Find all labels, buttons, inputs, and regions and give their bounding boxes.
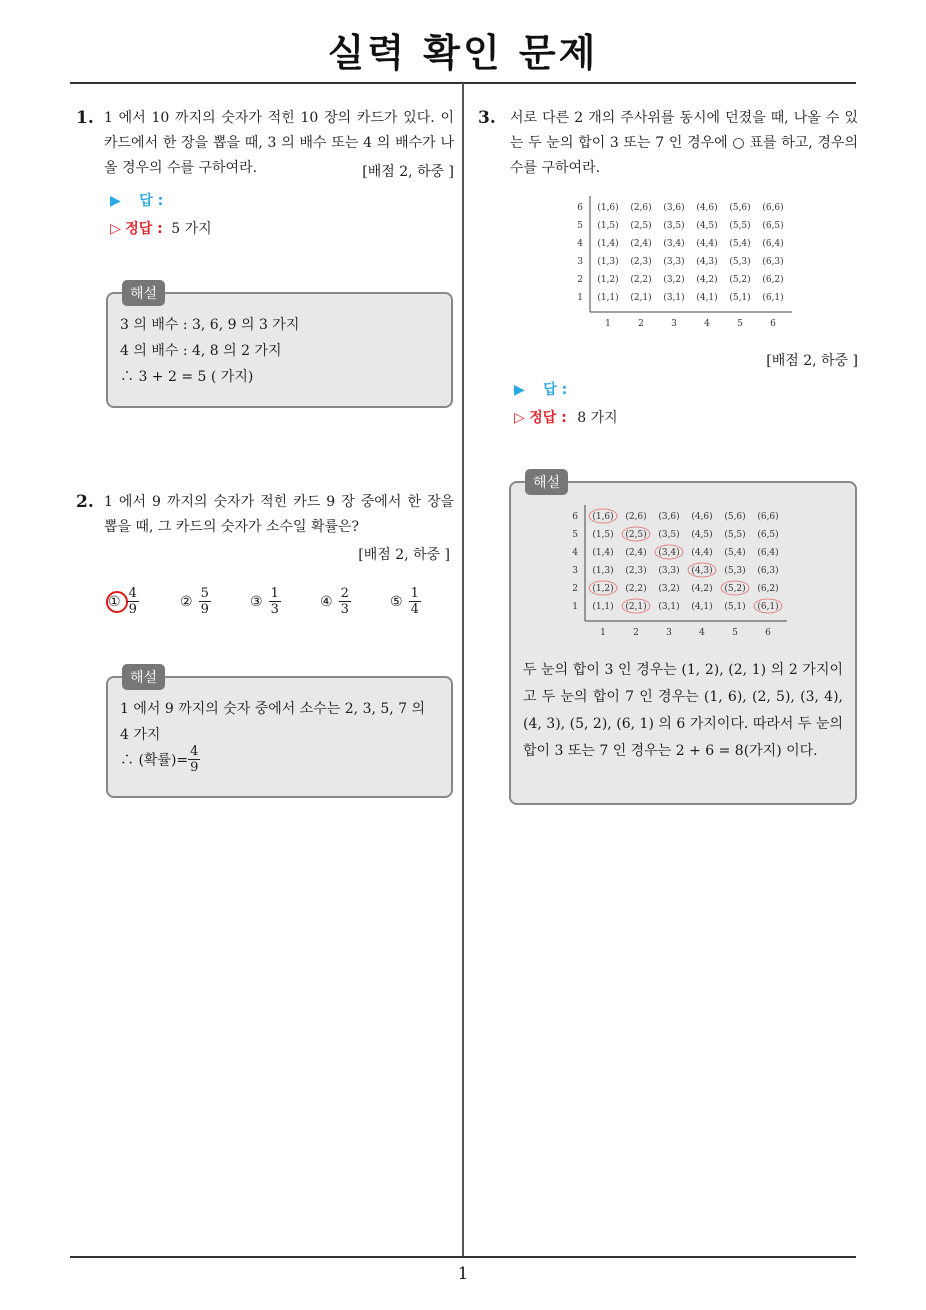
grid-cell: (6,4) (757, 548, 779, 558)
question-number: 3. (478, 108, 496, 128)
solution-box (509, 475, 857, 805)
dice-grid-solution (567, 505, 787, 635)
grid-cell: (5,4) (729, 239, 751, 249)
grid-cell: (1,4) (597, 239, 619, 249)
answer-row (110, 190, 163, 210)
correct-value: 5 가지 (171, 221, 212, 237)
grid-cell: (1,3) (592, 566, 614, 576)
grid-cell: (4,2) (696, 275, 718, 285)
answer-marker-icon: ▶ (514, 382, 525, 398)
grid-cell: (4,1) (691, 602, 713, 612)
solution-line: 4 가지 (120, 727, 161, 743)
solution-line: 4 의 배수 : 4, 8 의 2 가지 (120, 343, 282, 359)
question-number: 1. (76, 108, 94, 128)
grid-cell: (1,3) (597, 257, 619, 267)
grid-cell: (3,5) (658, 530, 680, 540)
grid-cell: (4,3) (696, 257, 718, 267)
grid-cell: (6,3) (762, 257, 784, 267)
question-score: [배점 2, 하중 ] (766, 353, 858, 369)
grid-col-label: 4 (704, 319, 710, 326)
grid-col-label: 1 (605, 319, 611, 326)
answer-row (514, 379, 567, 399)
page-number: 1 (457, 1264, 469, 1284)
grid-cell: (6,1) (762, 293, 784, 303)
correct-label: 정답 : (529, 410, 567, 426)
grid-cell: (3,4) (663, 239, 685, 249)
grid-cell: (4,4) (691, 548, 713, 558)
grid-col-label: 2 (638, 319, 644, 326)
grid-cell: (3,2) (663, 275, 685, 285)
grid-row-label: 1 (577, 293, 583, 303)
solution-text: 두 눈의 합이 3 인 경우는 (1, 2), (2, 1) 의 2 가지이고 두 눈의 합이 7 인 경우는 (1, 6), (2, 5), (3, 4), (4, 3), (5, 2), (6, 1) 의 6 가지이다. 따라서 두 눈의 합이 3 또는 7 인 경우는 2 + 6 = 8(가지) 이다. (523, 662, 843, 759)
solution-line: 3 의 배수 : 3, 6, 9 의 3 가지 (120, 317, 300, 333)
grid-row-label: 3 (577, 257, 583, 267)
grid-cell: (6,6) (762, 203, 784, 213)
grid-cell: (2,5) (625, 530, 647, 540)
grid-cell: (5,4) (724, 548, 746, 558)
grid-cell: (2,4) (630, 239, 652, 249)
grid-cell: (2,6) (625, 512, 647, 522)
grid-cell: (6,1) (757, 602, 779, 612)
grid-cell: (3,1) (663, 293, 685, 303)
grid-cell: (2,2) (625, 584, 647, 594)
grid-cell: (6,5) (757, 530, 779, 540)
grid-cell: (1,6) (597, 203, 619, 213)
question-2 (76, 492, 456, 562)
grid-cell: (2,1) (625, 602, 647, 612)
dice-outcome-grid (572, 196, 792, 326)
grid-cell: (1,5) (597, 221, 619, 231)
correct-marker-icon: ▷ (514, 410, 525, 426)
grid-row-label: 6 (572, 512, 578, 522)
grid-cell: (3,3) (663, 257, 685, 267)
question-number: 2. (76, 492, 94, 512)
solution-line: ∴ (확률)= $\frac{4}{9}$ (120, 744, 199, 775)
grid-cell: (3,6) (658, 512, 680, 522)
grid-cell: (2,4) (625, 548, 647, 558)
grid-cell: (5,6) (724, 512, 746, 522)
grid-row-label: 3 (572, 566, 578, 576)
grid-cell: (1,6) (592, 512, 614, 522)
grid-cell: (4,6) (696, 203, 718, 213)
grid-col-label: 1 (600, 628, 606, 635)
grid-cell: (5,5) (724, 530, 746, 540)
grid-row-label: 4 (577, 239, 583, 249)
grid-col-label: 6 (765, 628, 771, 635)
grid-cell: (5,1) (729, 293, 751, 303)
grid-col-label: 5 (737, 319, 743, 326)
grid-col-label: 3 (666, 628, 672, 635)
grid-cell: (6,6) (757, 512, 779, 522)
solution-line: 1 에서 9 까지의 숫자 중에서 소수는 2, 3, 5, 7 의 (120, 701, 426, 717)
grid-cell: (5,2) (729, 275, 751, 285)
grid-cell: (2,1) (630, 293, 652, 303)
solution-box (106, 670, 453, 798)
choice-list (108, 586, 448, 626)
grid-cell: (6,5) (762, 221, 784, 231)
grid-cell: (4,4) (696, 239, 718, 249)
dice-grid-question (572, 196, 792, 326)
grid-cell: (2,3) (630, 257, 652, 267)
grid-cell: (4,3) (691, 566, 713, 576)
solution-line: ∴ 3 + 2 = 5 ( 가지) (120, 369, 254, 385)
question-score: [배점 2, 하중 ] (358, 547, 450, 563)
grid-cell: (6,2) (757, 584, 779, 594)
grid-cell: (4,5) (696, 221, 718, 231)
grid-cell: (1,5) (592, 530, 614, 540)
grid-cell: (1,4) (592, 548, 614, 558)
correct-answer-row (514, 407, 618, 427)
dice-outcome-grid-marked (567, 505, 787, 635)
grid-cell: (4,1) (696, 293, 718, 303)
question-text: 서로 다른 2 개의 주사위를 동시에 던졌을 때, 나올 수 있는 두 눈의 합이 3 또는 7 인 경우에 ○ 표를 하고, 경우의 수를 구하여라. (510, 110, 858, 176)
answer-marker-icon: ▶ (110, 193, 121, 209)
grid-cell: (2,6) (630, 203, 652, 213)
question-text: 1 에서 10 까지의 숫자가 적힌 10 장의 카드가 있다. 이 카드에서 한 장을 뽑을 때, 3 의 배수 또는 4 의 배수가 나올 경우의 수를 구하여라. (104, 110, 454, 176)
solution-box (106, 286, 453, 408)
grid-row-label: 2 (572, 584, 578, 594)
grid-cell: (4,2) (691, 584, 713, 594)
grid-cell: (3,3) (658, 566, 680, 576)
solution-tag: 해설 (525, 469, 568, 495)
grid-cell: (3,4) (658, 548, 680, 558)
choice-2[interactable]: ② $\frac{5}{9}$ (180, 586, 209, 617)
grid-cell: (6,3) (757, 566, 779, 576)
answer-label: 답 : (543, 382, 568, 398)
grid-cell: (2,2) (630, 275, 652, 285)
grid-row-label: 2 (577, 275, 583, 285)
grid-cell: (1,2) (597, 275, 619, 285)
grid-cell: (1,1) (597, 293, 619, 303)
grid-cell: (5,2) (724, 584, 746, 594)
grid-col-label: 5 (732, 628, 738, 635)
grid-cell: (4,5) (691, 530, 713, 540)
question-3 (478, 108, 858, 188)
grid-cell: (3,6) (663, 203, 685, 213)
footer-rule (70, 1256, 856, 1258)
correct-value: 8 가지 (577, 410, 618, 426)
choice-1[interactable]: ① $\frac{4}{9}$ (108, 586, 137, 617)
grid-cell: (3,2) (658, 584, 680, 594)
grid-row-label: 5 (572, 530, 578, 540)
grid-cell: (6,2) (762, 275, 784, 285)
column-divider (462, 83, 464, 1256)
grid-row-label: 5 (577, 221, 583, 231)
grid-col-label: 3 (671, 319, 677, 326)
grid-row-label: 1 (572, 602, 578, 612)
grid-cell: (3,1) (658, 602, 680, 612)
grid-cell: (2,3) (625, 566, 647, 576)
grid-cell: (5,3) (724, 566, 746, 576)
grid-cell: (2,5) (630, 221, 652, 231)
question-score: [배점 2, 하중 ] (362, 164, 454, 180)
grid-col-label: 2 (633, 628, 639, 635)
choice-5[interactable]: ⑤ $\frac{1}{4}$ (390, 586, 419, 617)
question-text: 1 에서 9 까지의 숫자가 적힌 카드 9 장 중에서 한 장을 뽑을 때, 그 카드의 숫자가 소수일 확률은? (104, 494, 454, 535)
grid-row-label: 6 (577, 203, 583, 213)
grid-row-label: 4 (572, 548, 578, 558)
grid-cell: (3,5) (663, 221, 685, 231)
solution-tag: 해설 (122, 664, 165, 690)
grid-cell: (1,2) (592, 584, 614, 594)
correct-marker-icon: ▷ (110, 221, 121, 237)
correct-label: 정답 : (125, 221, 163, 237)
correct-answer-row (110, 218, 212, 238)
grid-cell: (5,6) (729, 203, 751, 213)
grid-cell: (1,1) (592, 602, 614, 612)
grid-cell: (5,1) (724, 602, 746, 612)
choice-3[interactable]: ③ $\frac{1}{3}$ (250, 586, 279, 617)
grid-cell: (5,3) (729, 257, 751, 267)
grid-col-label: 4 (699, 628, 705, 635)
solution-tag: 해설 (122, 280, 165, 306)
grid-cell: (6,4) (762, 239, 784, 249)
grid-col-label: 6 (770, 319, 776, 326)
choice-4[interactable]: ④ $\frac{2}{3}$ (320, 586, 349, 617)
grid-cell: (4,6) (691, 512, 713, 522)
grid-cell: (5,5) (729, 221, 751, 231)
answer-label: 답 : (139, 193, 164, 209)
page-title: 실력 확인 문제 (327, 31, 599, 75)
